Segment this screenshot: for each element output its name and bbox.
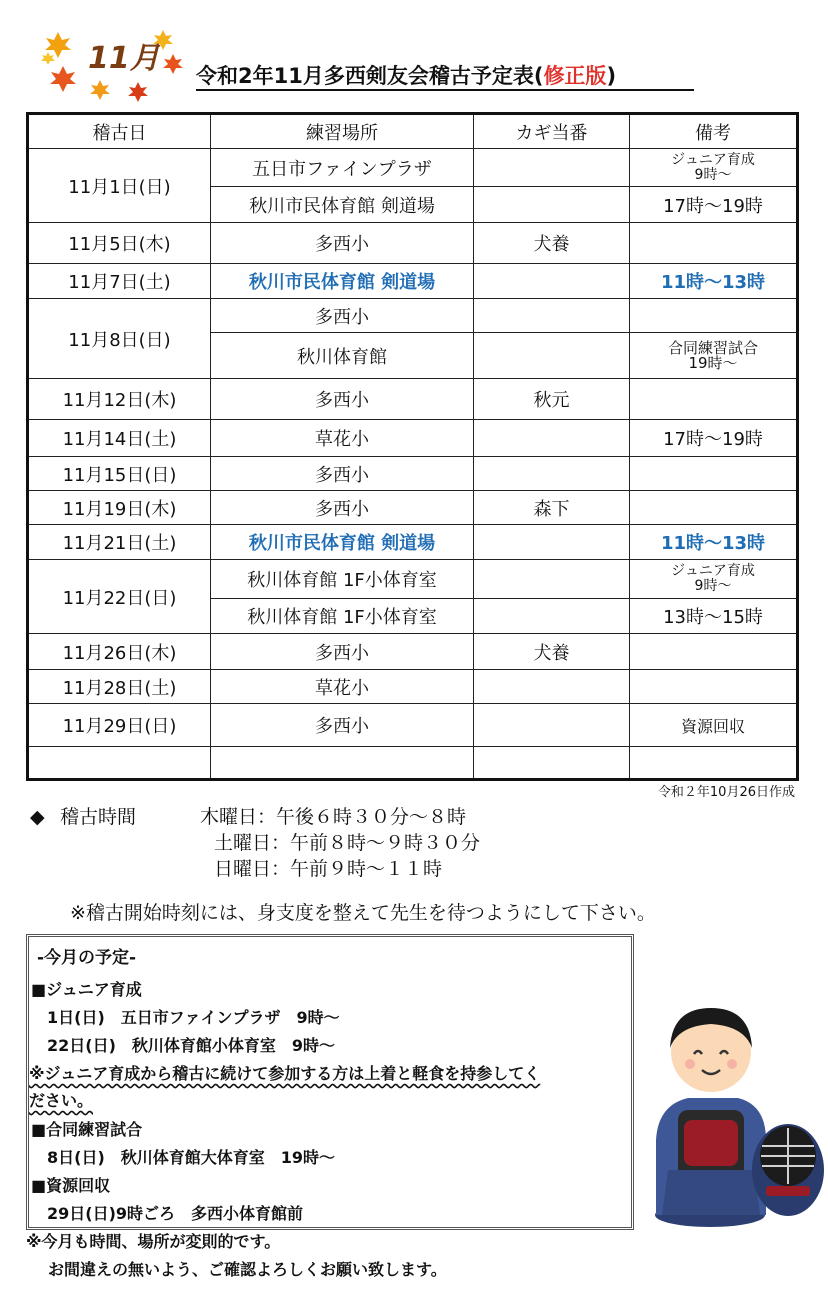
place-cell: 秋川体育館 1F小体育室 [211, 560, 474, 599]
key-cell [474, 599, 630, 634]
note-cell [630, 747, 798, 780]
table-header-row [28, 114, 798, 149]
place-cell [211, 747, 474, 780]
junior-item: 1日(日) 五日市ファインプラザ 9時～ [47, 1008, 340, 1027]
date-cell: 11月8日(日) [28, 299, 211, 379]
note-cell: 11時～13時 [630, 264, 798, 299]
table-row [28, 457, 798, 491]
key-cell [474, 525, 630, 560]
place-cell: 秋川市民体育館 剣道場 [211, 525, 474, 560]
key-cell [474, 457, 630, 491]
kendo-player-illustration [648, 990, 828, 1230]
table-row [28, 420, 798, 457]
key-cell [474, 670, 630, 704]
date-cell: 11月7日(土) [28, 264, 211, 299]
date-cell: 11月26日(木) [28, 634, 211, 670]
created-date: 令和２年10月26日作成 [657, 785, 795, 800]
practice-time-line: 日曜日：午前９時～１１時 [214, 858, 443, 880]
note-cell [630, 634, 798, 670]
note-cell: 11時～13時 [630, 525, 798, 560]
place-cell: 多西小 [211, 491, 474, 525]
table-row [28, 264, 798, 299]
kendo-player-icon [655, 1008, 766, 1227]
header-place: 練習場所 [211, 114, 474, 149]
kendo-helmet-icon [752, 1124, 824, 1216]
date-cell: 11月5日(木) [28, 223, 211, 264]
key-cell [474, 560, 630, 599]
note-cell [630, 299, 798, 333]
table-row [28, 747, 798, 780]
date-cell: 11月14日(土) [28, 420, 211, 457]
date-cell: 11月15日(日) [28, 457, 211, 491]
key-cell [474, 704, 630, 747]
header-date: 稽古日 [28, 114, 211, 149]
place-cell: 五日市ファインプラザ [211, 149, 474, 187]
junior-heading: ■ジュニア育成 [31, 980, 142, 999]
table-row [28, 299, 798, 333]
page-title [196, 60, 616, 90]
header-key: カギ当番 [474, 114, 630, 149]
key-cell [474, 264, 630, 299]
logo-text: 11月 [88, 41, 160, 76]
date-cell: 11月19日(木) [28, 491, 211, 525]
key-cell: 森下 [474, 491, 630, 525]
key-cell [474, 420, 630, 457]
match-heading: ■合同練習試合 [31, 1120, 143, 1139]
practice-times [30, 804, 480, 882]
title-revised: 修正版 [543, 64, 607, 88]
note-cell: 13時～15時 [630, 599, 798, 634]
practice-note: ※稽古開始時刻には、身支度を整えて先生を待つようにして下さい。 [70, 902, 656, 924]
place-cell: 多西小 [211, 704, 474, 747]
note-cell: 資源回収 [630, 704, 798, 747]
note-cell [630, 670, 798, 704]
place-cell: 秋川体育館 1F小体育室 [211, 599, 474, 634]
place-cell: 多西小 [211, 299, 474, 333]
junior-note: ※ジュニア育成から稽古に続けて参加する方は上着と軽食を持参してく [29, 1064, 541, 1083]
date-cell [28, 747, 211, 780]
footer-note [26, 1228, 447, 1284]
table-row [28, 149, 798, 187]
schedule-table [26, 112, 799, 781]
practice-time-line: 土曜日：午前８時～９時３０分 [214, 832, 481, 854]
place-cell: 秋川体育館 [211, 333, 474, 379]
practice-times-label: 稽古時間 [60, 806, 137, 828]
date-cell: 11月1日(日) [28, 149, 211, 223]
place-cell: 秋川市民体育館 剣道場 [211, 264, 474, 299]
junior-item: 22日(日) 秋川体育館小体育室 9時～ [47, 1036, 336, 1055]
monthly-schedule-box [26, 934, 634, 1230]
title-underline [196, 89, 694, 91]
header-note: 備考 [630, 114, 798, 149]
recycle-heading: ■資源回収 [31, 1176, 111, 1195]
recycle-item: 29日(日)9時ごろ 多西小体育館前 [47, 1204, 304, 1223]
note-cell: ジュニア育成 9時～ [630, 149, 798, 187]
place-cell: 多西小 [211, 379, 474, 420]
place-cell: 草花小 [211, 670, 474, 704]
note-cell [630, 491, 798, 525]
place-cell: 多西小 [211, 223, 474, 264]
practice-time-line: 木曜日：午後６時３０分～８時 [200, 806, 467, 828]
key-cell: 犬養 [474, 223, 630, 264]
place-cell: 多西小 [211, 457, 474, 491]
date-cell: 11月21日(土) [28, 525, 211, 560]
table-row [28, 223, 798, 264]
title-main: 令和2年11月多西剣友会稽古予定表( [196, 64, 544, 88]
key-cell [474, 187, 630, 223]
november-logo [38, 24, 188, 104]
note-cell: 17時～19時 [630, 187, 798, 223]
place-cell: 多西小 [211, 634, 474, 670]
footer-line: ※今月も時間、場所が変則的です。 [26, 1232, 281, 1251]
title-close: ) [606, 64, 617, 88]
junior-note-cont: ださい。 [29, 1091, 94, 1110]
key-cell [474, 149, 630, 187]
key-cell [474, 747, 630, 780]
table-row [28, 491, 798, 525]
note-cell [630, 457, 798, 491]
note-cell: 合同練習試合 19時～ [630, 333, 798, 379]
date-cell: 11月22日(日) [28, 560, 211, 634]
date-cell: 11月28日(土) [28, 670, 211, 704]
place-cell: 秋川市民体育館 剣道場 [211, 187, 474, 223]
table-row [28, 704, 798, 747]
key-cell [474, 299, 630, 333]
monthly-heading: -今月の予定- [37, 948, 137, 968]
table-row [28, 379, 798, 420]
date-cell: 11月29日(日) [28, 704, 211, 747]
match-item: 8日(日) 秋川体育館大体育室 19時～ [47, 1148, 336, 1167]
place-cell: 草花小 [211, 420, 474, 457]
table-row [28, 525, 798, 560]
table-row [28, 634, 798, 670]
footer-line: お間違えの無いよう、ご確認よろしくお願い致します。 [48, 1260, 447, 1279]
key-cell: 秋元 [474, 379, 630, 420]
table-row [28, 670, 798, 704]
key-cell [474, 333, 630, 379]
note-cell [630, 223, 798, 264]
diamond-icon: ◆ [30, 806, 45, 828]
note-cell: ジュニア育成 9時～ [630, 560, 798, 599]
note-cell [630, 379, 798, 420]
date-cell: 11月12日(木) [28, 379, 211, 420]
key-cell: 犬養 [474, 634, 630, 670]
note-cell: 17時～19時 [630, 420, 798, 457]
table-row [28, 560, 798, 599]
